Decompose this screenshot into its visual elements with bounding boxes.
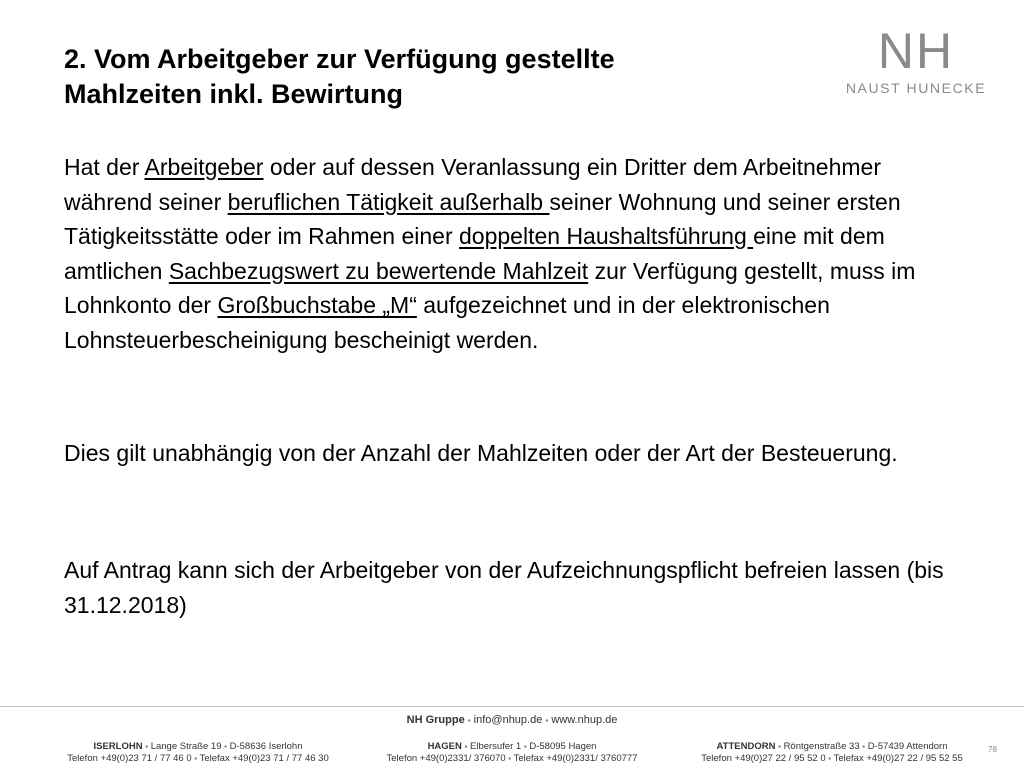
p1-text-5: zur Verfügung gestellt, muss im Lohnkonto der [64,257,916,318]
office-fax: Telefax +49(0)27 22 / 95 52 55 [833,753,963,764]
footer-office-iserlohn: ISERLOHN ▪ Lange Straße 19 ▪ D-58636 Iserlohn Telefon +49(0)23 71 / 77 46 0 ▪ Telefax +49(0)23 71 / 77 46 30 [67,741,329,764]
office-postal: D-58095 Hagen [529,741,597,752]
p1-underlined-grossbuchstabe: Großbuchstabe „M“ [217,292,417,318]
office-fax: Telefax +49(0)23 71 / 77 46 30 [199,753,329,764]
slide-title [64,42,824,112]
footer-separator: ▪ [545,716,549,725]
footer-office-hagen: HAGEN ▪ Elbersufer 1 ▪ D-58095 Hagen Telefon +49(0)2331/ 376070 ▪ Telefax +49(0)2331/ 3760777 [386,741,638,764]
office-phone: Telefon +49(0)23 71 / 77 46 0 [67,753,192,764]
office-street: Elbersufer 1 [470,741,522,752]
p1-underlined-haushaltsfuehrung: doppelten Haushaltsführung [459,223,754,249]
footer-separator: ▪ [467,716,471,725]
slide-title-line-1: 2. Vom Arbeitgeber zur Verfügung gestellte [64,44,615,74]
office-postal: D-57439 Attendorn [867,741,948,752]
footer-group-contact [0,714,1024,726]
p1-underlined-taetigkeit: beruflichen Tätigkeit außerhalb [227,188,550,215]
p1-text-6: aufgezeichnet und in der elektronischen Lohnsteuerbescheinigung bescheinigt werden. [64,292,830,353]
p1-text-4: eine mit dem amtlichen [64,223,885,284]
p1-text-1: Hat der [64,154,145,180]
logo-mark: NH [877,23,955,79]
naust-hunecke-logo [836,23,996,96]
footer-email-link[interactable]: info@nhup.de [473,714,543,726]
slide-title-line-2: Mahlzeiten inkl. Bewirtung [64,79,404,109]
page-number: 78 [988,745,997,754]
footer-office-attendorn: ATTENDORN ▪ Röntgenstraße 33 ▪ D-57439 Attendorn Telefon +49(0)27 22 / 95 52 0 ▪ Telefax +49(0)27 22 / 95 52 55 [701,741,963,764]
office-fax: Telefax +49(0)2331/ 3760777 [513,753,638,764]
footer-website-link[interactable]: www.nhup.de [551,714,618,726]
p1-underlined-sachbezugswert: Sachbezugswert zu bewertende Mahlzeit [168,257,589,284]
office-postal: D-58636 Iserlohn [229,741,303,752]
office-city: ATTENDORN [716,741,776,752]
office-city: HAGEN [427,741,462,752]
office-city: ISERLOHN [93,741,143,752]
p1-text-2: oder auf dessen Veranlassung ein Dritter dem Arbeitnehmer während seiner [64,154,881,215]
paragraph-independence: Dies gilt unabhängig von der Anzahl der Mahlzeiten oder der Art der Besteuerung. [64,440,898,466]
office-phone: Telefon +49(0)2331/ 376070 [386,753,506,764]
office-phone: Telefon +49(0)27 22 / 95 52 0 [701,753,826,764]
footer-group-name: NH Gruppe [406,714,465,726]
logo-company-name: NAUST HUNECKE [845,80,987,96]
p1-text-3: seiner Wohnung und seiner ersten Tätigkeitsstätte oder im Rahmen einer [64,188,901,249]
p1-underlined-arbeitgeber: Arbeitgeber [144,154,264,180]
office-street: Röntgenstraße 33 [783,741,860,752]
paragraph-meal-provision [64,150,954,357]
office-street: Lange Straße 19 [150,741,222,752]
paragraph-exemption: Auf Antrag kann sich der Arbeitgeber von der Aufzeichnungspflicht befreien lassen (bis 31.12.2018) [64,557,944,618]
footer-divider [0,706,1024,707]
